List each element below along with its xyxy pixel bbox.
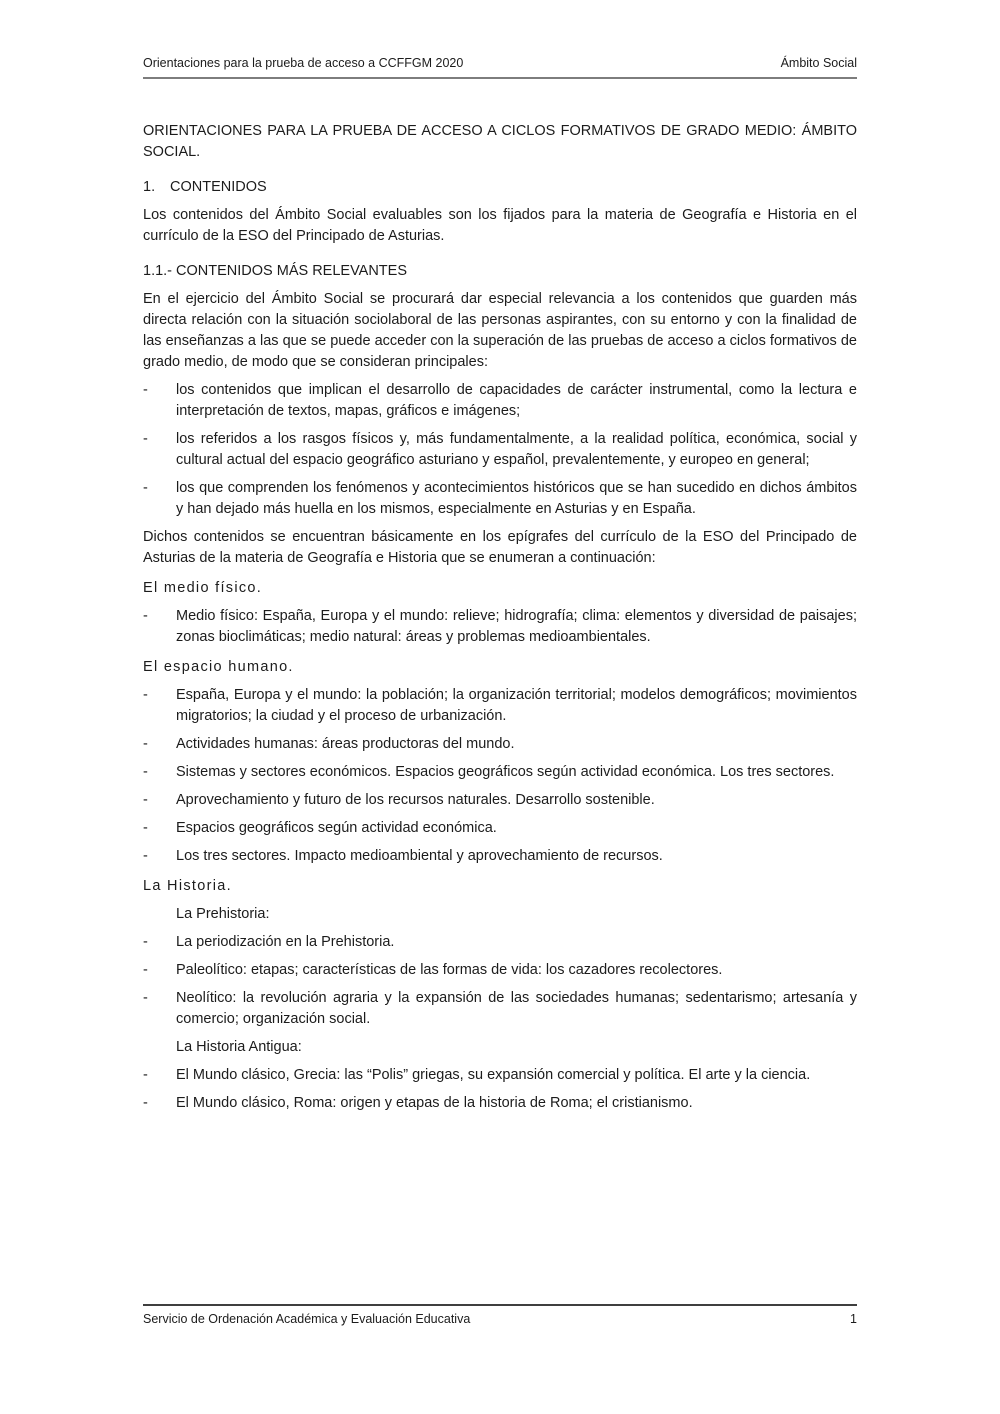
page-number: 1 [850, 1312, 857, 1326]
bullet-item [143, 685, 857, 727]
bullet-text: El Mundo clásico, Grecia: las “Polis” griegas, su expansión comercial y política. El arte y la ciencia. [176, 1067, 811, 1083]
document-title: ORIENTACIONES PARA LA PRUEBA DE ACCESO A CICLOS FORMATIVOS DE GRADO MEDIO: ÁMBITO SOCIAL. [143, 123, 857, 160]
bullet-text: Paleolítico: etapas; características de las formas de vida: los cazadores recolectores. [176, 962, 723, 978]
bullet-text: Medio físico: España, Europa y el mundo: relieve; hidrografía; clima: elementos y diversidad de paisajes; zonas bioclimáticas; medio natural: áreas y problemas medioambientales. [176, 608, 857, 645]
dash-marker: - [143, 792, 148, 808]
bullet-item [143, 988, 857, 1030]
page-footer [143, 1304, 857, 1327]
bullet-item [143, 790, 857, 811]
bullet-text: Los tres sectores. Impacto medioambiental y aprovechamiento de recursos. [176, 848, 663, 864]
dash-marker: - [143, 382, 148, 398]
dash-marker: - [143, 736, 148, 752]
section-1-number: 1. [143, 179, 156, 195]
bullet-text: Espacios geográficos según actividad económica. [176, 820, 497, 836]
dash-marker: - [143, 962, 148, 978]
bullet-text: El Mundo clásico, Roma: origen y etapas de la historia de Roma; el cristianismo. [176, 1095, 693, 1111]
bullet-item [143, 429, 857, 471]
bullet-text: los referidos a los rasgos físicos y, más fundamentalmente, a la realidad política, económica, social y cultural actual del espacio geográfico asturiano y español, prevalentemente, y europeo en general; [176, 431, 857, 468]
footer-left-text: Servicio de Ordenación Académica y Evaluación Educativa [143, 1312, 471, 1326]
bullet-text: La periodización en la Prehistoria. [176, 934, 395, 950]
section-1-heading [143, 177, 857, 198]
page-header [143, 56, 857, 79]
dash-marker: - [143, 1095, 148, 1111]
section-1-paragraph: Los contenidos del Ámbito Social evaluables son los fijados para la materia de Geografía e Historia en el currículo de la ESO del Principado de Asturias. [143, 207, 857, 244]
header-right-text: Ámbito Social [780, 56, 857, 70]
bullet-text: los que comprenden los fenómenos y acontecimientos históricos que se han sucedido en dichos ámbitos y han dejado más huella en los mismos, especialmente en Asturias y en España. [176, 480, 857, 517]
dash-marker: - [143, 1067, 148, 1083]
la-historia-heading: La Historia. [143, 878, 232, 894]
bullet-item [143, 846, 857, 867]
dash-marker: - [143, 990, 148, 1006]
historia-antigua-label: La Historia Antigua: [176, 1039, 302, 1055]
bullet-text: España, Europa y el mundo: la población; la organización territorial; modelos demográficos; movimientos migratorios; la ciudad y el proceso de urbanización. [176, 687, 857, 724]
dash-marker: - [143, 848, 148, 864]
section-1-1-intro-paragraph: En el ejercicio del Ámbito Social se procurará dar especial relevancia a los contenidos que guarden más directa relación con la situación sociolaboral de las personas aspirantes, con su entorno y con la finalidad de las enseñanzas a las que se puede acceder con la superación de las pruebas de acceso a ciclos formativos de grado medio, de modo que se consideran principales: [143, 291, 857, 370]
section-1-heading-text: CONTENIDOS [170, 179, 267, 195]
dash-marker: - [143, 431, 148, 447]
bullet-text: Neolítico: la revolución agraria y la expansión de las sociedades humanas; sedentarismo; artesanía y comercio; organización social. [176, 990, 857, 1027]
bullet-item [143, 380, 857, 422]
header-left-text: Orientaciones para la prueba de acceso a CCFFGM 2020 [143, 56, 464, 70]
dash-marker: - [143, 687, 148, 703]
section-1-1-outro-paragraph: Dichos contenidos se encuentran básicamente en los epígrafes del currículo de la ESO del Principado de Asturias de la materia de Geografía e Historia que se enumeran a continuación: [143, 529, 857, 566]
bullet-item [143, 1065, 857, 1086]
medio-fisico-heading: El medio físico. [143, 580, 263, 596]
bullet-item [143, 478, 857, 520]
bullet-item [143, 762, 857, 783]
bullet-text: Actividades humanas: áreas productoras del mundo. [176, 736, 515, 752]
bullet-item [143, 932, 857, 953]
bullet-item [143, 734, 857, 755]
prehistoria-label: La Prehistoria: [176, 906, 270, 922]
bullet-text: Sistemas y sectores económicos. Espacios geográficos según actividad económica. Los tres sectores. [176, 764, 835, 780]
bullet-text: Aprovechamiento y futuro de los recursos naturales. Desarrollo sostenible. [176, 792, 655, 808]
bullet-item [143, 818, 857, 839]
dash-marker: - [143, 480, 148, 496]
bullet-text: los contenidos que implican el desarrollo de capacidades de carácter instrumental, como la lectura e interpretación de textos, mapas, gráficos e imágenes; [176, 382, 857, 419]
espacio-humano-heading: El espacio humano. [143, 659, 294, 675]
dash-marker: - [143, 608, 148, 624]
dash-marker: - [143, 820, 148, 836]
dash-marker: - [143, 764, 148, 780]
section-1-1-heading: 1.1.- CONTENIDOS MÁS RELEVANTES [143, 263, 408, 279]
bullet-item [143, 1093, 857, 1114]
bullet-item [143, 606, 857, 648]
bullet-item [143, 960, 857, 981]
dash-marker: - [143, 934, 148, 950]
